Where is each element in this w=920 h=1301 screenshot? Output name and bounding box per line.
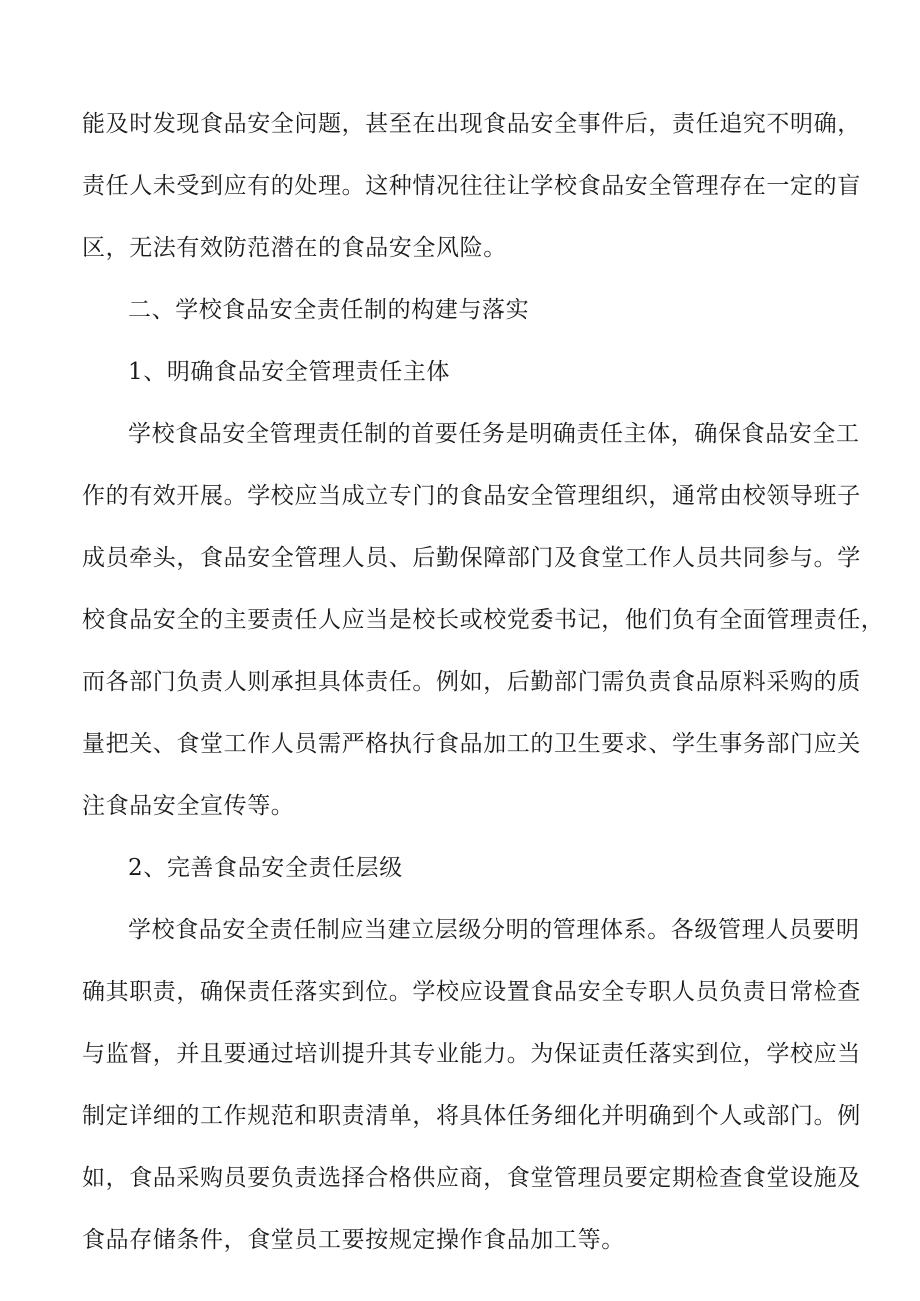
paragraph-line: 注食品安全宣传等。: [82, 793, 295, 819]
paragraph-line: 学校食品安全管理责任制的首要任务是明确责任主体，确保食品安全工: [128, 421, 860, 447]
paragraph-line: 责任人未受到应有的处理。这种情况往往让学校食品安全管理存在一定的盲: [82, 173, 861, 199]
section-heading: 二、学校食品安全责任制的构建与落实: [128, 297, 530, 323]
paragraph-line: 量把关、食堂工作人员需严格执行食品加工的卫生要求、学生事务部门应关: [82, 731, 861, 757]
paragraph-line: 制定详细的工作规范和职责清单，将具体任务细化并明确到个人或部门。例: [82, 1103, 861, 1129]
paragraph-line: 区，无法有效防范潜在的食品安全风险。: [82, 235, 507, 261]
paragraph-line: 食品存储条件，食堂员工要按规定操作食品加工等。: [82, 1227, 625, 1253]
subsection-heading: 2、完善食品安全责任层级: [128, 855, 403, 881]
paragraph-line: 与监督，并且要通过培训提升其专业能力。为保证责任落实到位，学校应当: [82, 1041, 861, 1067]
paragraph-line: 作的有效开展。学校应当成立专门的食品安全管理组织，通常由校领导班子: [82, 483, 861, 509]
paragraph-line: 确其职责，确保责任落实到位。学校应设置食品安全专职人员负责日常检查: [82, 979, 861, 1005]
paragraph-line: 如，食品采购员要负责选择合格供应商，食堂管理员要定期检查食堂设施及: [82, 1165, 861, 1191]
paragraph-line: 而各部门负责人则承担具体责任。例如，后勤部门需负责食品原料采购的质: [82, 669, 861, 695]
paragraph-line: 校食品安全的主要责任人应当是校长或校党委书记，他们负有全面管理责任，: [82, 607, 885, 633]
subsection-heading: 1、明确食品安全管理责任主体: [128, 359, 451, 385]
paragraph-line: 学校食品安全责任制应当建立层级分明的管理体系。各级管理人员要明: [128, 917, 860, 943]
paragraph-line: 能及时发现食品安全问题，甚至在出现食品安全事件后，责任追究不明确，: [82, 111, 861, 137]
paragraph-line: 成员牵头，食品安全管理人员、后勤保障部门及食堂工作人员共同参与。学: [82, 545, 861, 571]
